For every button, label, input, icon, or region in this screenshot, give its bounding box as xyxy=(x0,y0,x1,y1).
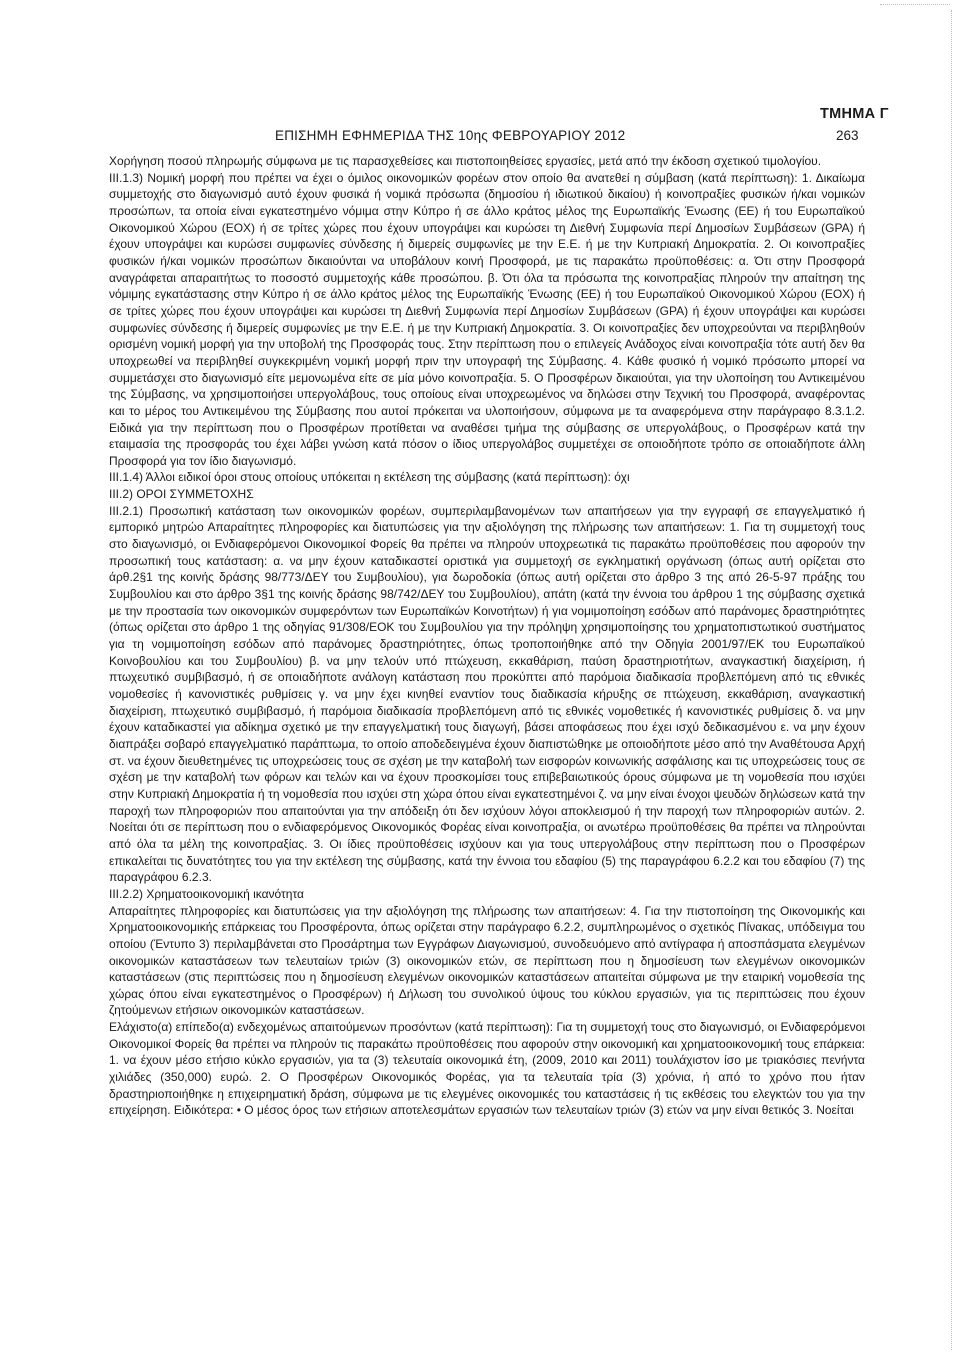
heading-participation-conditions: ΙΙΙ.2) ΟΡΟΙ ΣΥΜΜΕΤΟΧΗΣ xyxy=(109,487,254,502)
page-number: 263 xyxy=(836,128,859,143)
paragraph-minimum-levels: Ελάχιστο(α) επίπεδο(α) ενδεχομένως απαιτούμενων προσόντων (κατά περίπτωση): Για τη συμμετοχή τους στο διαγωνισμό, οι Ενδιαφερόμενοι Οικονομικοί Φορείς θα πρέπει να πληρούν τις παρακάτω προϋποθέσεις που αφορούν στην οικονομική και χρηματοοικονομική τους επάρκεια: 1. να έχουν μέσο ετήσιο κύκλο εργασιών, για τα (3) τελευταία οικονομικά έτη, (2009, 2010 και 2011) τουλάχιστον ίσο με τριακόσιες πενήντα χιλιάδες (350,000) ευρώ. 2. Ο Προσφέρων Οικονομικός Φορέας, για τα τελευταία τρία (3) χρόνια, ή από το χρόνο που ήταν δραστηριοποιήθηκε η επιχειρηματική δράση, σύμφωνα με τις ελεγμένες οικονομικές του καταστάσεις ή τις εκθέσεις του ελεγκτών του για την επιχείρηση. Ειδικότερα: • Ο μέσος όρος των ετήσιων αποτελεσμάτων εργασιών των τελευταίων τριών (3) ετών να μην είναι θετικός 3. Νοείται xyxy=(109,1020,865,1118)
paragraph-special-conditions: ΙΙΙ.1.4) Άλλοι ειδικοί όροι στους οποίους υπόκειται η εκτέλεση της σύμβασης (κατά περίπτωση): όχι xyxy=(109,470,630,485)
section-label: ΤΜΗΜΑ Γ xyxy=(820,106,889,122)
paragraph-personal-situation: ΙΙΙ.2.1) Προσωπική κατάσταση των οικονομικών φορέων, συμπεριλαμβανομένων των απαιτήσεων για την εγγραφή σε επαγγελματικό ή εμπορικό μητρώο Απαραίτητες πληροφορίες και διατυπώσεις για την αξιολόγηση της πλήρωσης των απαιτήσεων: 1. Για τη συμμετοχή τους στο διαγωνισμό, οι Ενδιαφερόμενοι Οικονομικοί Φορείς θα πρέπει να πληρούν υποχρεωτικά τις παρακάτω προϋποθέσεις που αφορούν την προσωπική τους κατάσταση: α. να μην έχουν καταδικαστεί οριστικά για συμμετοχή σε εγκληματική οργάνωση (όπως αυτή ορίζεται στο άρθ.2§1 της κοινής δράσης 98/773/ΔΕΥ του Συμβουλίου), για δωροδοκία (όπως αυτή ορίζεται στο άρθρο 3 της από 26-5-97 πράξης του Συμβουλίου και στο άρθρο 3§1 της κοινής δράσης 98/742/ΔΕΥ του Συμβουλίου), απάτη (κατά την έννοια του άρθρου 1 της σύμβασης σχετικά με την προστασία των οικονομικών συμφερόντων των Ευρωπαϊκών Κοινοτήτων) ή για νομιμοποίηση εσόδων από παράνομες δραστηριότητες (όπως ορίζεται στο άρθρο 1 της οδηγίας 91/308/ΕΟΚ του Συμβουλίου για την πρόληψη χρησιμοποίησης του χρηματοπιστωτικού συστήματος για τη νομιμοποίηση εσόδων από παράνομες δραστηριότητες, όπως τροποποιήθηκε από την Οδηγία 2001/97/ΕΚ του Ευρωπαϊκού Κοινοβουλίου και του Συμβουλίου) β. να μην τελούν υπό πτώχευση, εκκαθάριση, παύση δραστηριοτήτων, αναγκαστική διαχείριση, ή πτωχευτικό συμβιβασμό, ή σε οποιαδήποτε ανάλογη κατάσταση που προκύπτει από παρόμοια διαδικασία προβλεπόμενη από τις εθνικές νομοθεσίες ή κανονιστικές ρυθμίσεις γ. να μην έχει κινηθεί εναντίον τους διαδικασία κήρυξης σε πτώχευση, εκκαθάριση, αναγκαστική διαχείριση, πτωχευτικό συμβιβασμό, ή παρόμοια διαδικασία προβλεπόμενη από τις εθνικές νομοθετικές ή κανονιστικές ρυθμίσεις δ. να μην έχουν καταδικαστεί για αδίκημα σχετικό με την επαγγελματική τους διαγωγή, βάσει αποφάσεως που έχει ισχύ δεδικασμένου ε. να μην έχουν διαπράξει σοβαρό επαγγελματικό παράπτωμα, το οποίο αποδεδειγμένα έχουν διαπιστώθηκε με οποιοδήποτε μέσο από την Αναθέτουσα Αρχή στ. να έχουν διευθετημένες τις υποχρεώσεις τους σε σχέση με την καταβολή των εισφορών κοινωνικής ασφάλισης και τις υποχρεώσεις τους σε σχέση με την καταβολή των φόρων και τελών και να έχουν προσκομίσει τους επιβεβαιωτικούς όρους σύμφωνα με τη νομοθεσία που ισχύει στην Κυπριακή Δημοκρατία ή τη νομοθεσία που ισχύει στη χώρα όπου είναι εγκατεστημένοι ζ. να μην είναι ένοχοι ψευδών δηλώσεων κατά την παροχή των πληροφοριών που απαιτούνται για την απόδειξη ότι δεν ισχύουν λόγοι αποκλεισμού ή την παροχή των πληροφοριών αυτών. 2. Νοείται ότι σε περίπτωση που ο ενδιαφερόμενος Οικονομικός Φορέας είναι κοινοπραξία, οι ανωτέρω προϋποθέσεις θα πρέπει να πληρούνται από όλα τα μέλη της κοινοπραξίας. 3. Οι ίδιες προϋποθέσεις ισχύουν και για τους υπεργολάβους στην περίπτωση που ο Προσφέρων επικαλείται τις δυνατότητες του για την εκτέλεση της σύμβασης, κατά την έννοια του εδαφίου (5) της παραγράφου 6.2.2 και του εδαφίου (7) της παραγράφου 6.2.3. xyxy=(109,503,865,885)
paragraph-required-information: Απαραίτητες πληροφορίες και διατυπώσεις για την αξιολόγηση της πλήρωσης των απαιτήσεων: 4. Για την πιστοποίηση της Οικονομικής και Χρηματοοικονομικής επάρκειας του Προσφέροντα, όπως ορίζεται στην παράγραφο 6.2.2, συμπληρωμένος ο σχετικός Πίνακας, υπόδειγμα του οποίου (Έντυπο 3) περιλαμβάνεται στο Προσάρτημα των Εγγράφων Διαγωνισμού, συνοδευόμενο από αντίγραφα ή αποσπάσματα ελεγμένων οικονομικών καταστάσεων των τελευταίων τριών (3) οικονομικών ετών, σε περίπτωση που η δημοσίευση των ελεγμένων οικονομικών καταστάσεων (στις περιπτώσεις που η δημοσίευση ελεγμένων οικονομικών καταστάσεων απαιτείται σύμφωνα με την εταιρική νομοθεσία της χώρας όπου είναι εγκατεστημένος ο Προσφέρων) ή Δήλωση του συνολικού ύψους του κύκλου εργασιών, για τις περιπτώσεις που έχουν ζητούμενων ετήσιων οικονομικών καταστάσεων. xyxy=(109,903,865,1018)
body-text xyxy=(109,153,865,1119)
paragraph-payment: Χορήγηση ποσού πληρωμής σύμφωνα με τις παρασχεθείσες και πιστοποιηθείσες εργασίες, μετά από την έκδοση σχετικού τιμολογίου. xyxy=(109,154,822,168)
scan-edge-right xyxy=(950,10,952,1350)
scan-edge-top xyxy=(880,4,950,6)
paragraph-legal-form: ΙΙΙ.1.3) Νομική μορφή που πρέπει να έχει ο όμιλος οικονομικών φορέων στον οποίο θα ανατεθεί η σύμβαση (κατά περίπτωση): 1. Δικαίωμα συμμετοχής στο διαγωνισμό αυτό έχουν φυσικά ή νομικά πρόσωπα (δημοσίου ή ιδιωτικού δικαίου) ή κοινοπραξίες φυσικών ή/και νομικών προσώπων, τα οποία είναι εγκατεστημένο νόμιμα στην Κύπρο ή σε άλλο κράτος μέλος της Ευρωπαϊκής Ένωσης (ΕΕ) ή του Ευρωπαϊκού Οικονομικού Χώρου (ΕΟΧ) ή σε τρίτες χώρες που έχουν υπογράψει και κυρώσει τη Διεθνή Συμφωνία περί Δημοσίων Συμβάσεων (GPA) ή έχουν υπογράψει και κυρώσει συμφωνίες σύνδεσης ή διμερείς συμφωνίες με την Ε.Ε. ή με την Κυπριακή Δημοκρατία. 2. Οι κοινοπραξίες φυσικών ή/και νομικών προσώπων δικαιούνται να υποβάλουν κοινή Προσφορά, με τις παρακάτω προϋποθέσεις: α. Ότι στην Προσφορά αναγράφεται απαραιτήτως το ποσοστό συμμετοχής κάθε προσώπου. β. Ότι όλα τα πρόσωπα της κοινοπραξίας πληρούν την απαίτηση της νόμιμης εγκατάστασης στην Κύπρο ή σε άλλο κράτος μέλος της Ευρωπαϊκής Ένωσης (ΕΕ) ή του Ευρωπαϊκού Οικονομικού Χώρου (ΕΟΧ) ή σε τρίτες χώρες που έχουν υπογράψει και κυρώσει τη Διεθνή Συμφωνία περί Δημοσίων Συμβάσεων (GPA) ή έχουν υπογράψει και κυρώσει συμφωνίες σύνδεσης ή διμερείς συμφωνίες με την Ε.Ε. ή με την Κυπριακή Δημοκρατία. 3. Οι κοινοπραξίες δεν υποχρεούνται να περιβληθούν ορισμένη νομική μορφή για την υποβολή της Προσφοράς τους. Στην περίπτωση που ο επιλεγείς Ανάδοχος είναι κοινοπραξία τότε αυτή δεν θα υποχρεωθεί να περιβληθεί συγκεκριμένη νομική μορφή πριν την υπογραφή της Σύμβασης. 4. Κάθε φυσικό ή νομικό πρόσωπο μπορεί να συμμετάσχει στο διαγωνισμό είτε μεμονωμένα είτε σε μία μόνο κοινοπραξία. 5. Ο Προσφέρων δικαιούται, για την υλοποίηση του Αντικειμένου της Σύμβασης, να χρησιμοποιήσει υπεργολάβους, τους οποίους είναι υποχρεωμένος να δηλώσει στην Τεχνική του Προσφορά, αναφέροντας και το μέρος του Αντικειμένου της Σύμβασης που αυτοί πρόκειται να υλοποιήσουν, σύμφωνα με τα αναφερόμενα στην παράγραφο 8.3.1.2. Ειδικά για την περίπτωση που ο Προσφέρων προτίθεται να αναθέσει τμήμα της σύμβασης σε υπεργολάβους, ο Προσφέρων κατά την εταιμασία της προσφοράς του έχει λάβει γνώση κατά πόσον ο ίδιος υπεργολάβος συμμετέχει σε οποιοδήποτε τρόπο σε οποιαδήποτε άλλη Προσφορά για τον ίδιο διαγωνισμό. xyxy=(109,170,865,468)
gazette-header-title: ΕΠΙΣΗΜΗ ΕΦΗΜΕΡΙΔΑ ΤΗΣ 10ης ΦΕΒΡΟΥΑΡΙΟΥ 2012 xyxy=(275,128,626,143)
heading-financial-capacity: ΙΙΙ.2.2) Χρηματοοικονομική ικανότητα xyxy=(109,886,304,901)
